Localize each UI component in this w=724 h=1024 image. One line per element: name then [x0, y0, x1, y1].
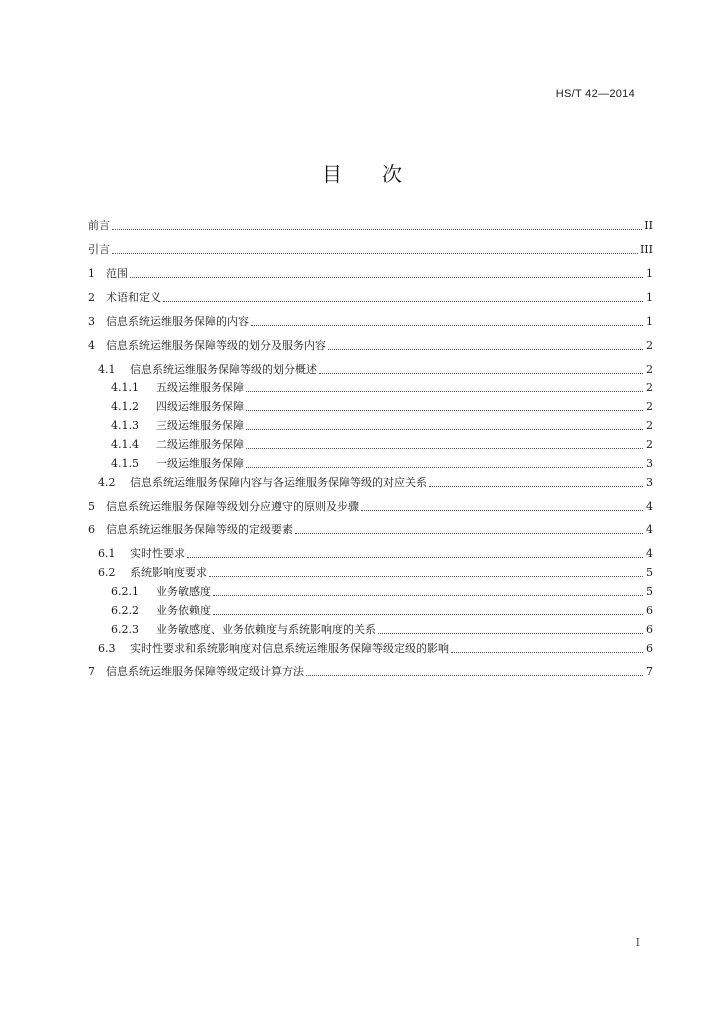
- toc-entry-label: 信息系统运维服务保障等级划分应遵守的原则及步骤: [106, 500, 359, 513]
- toc-entry-number: 6.3: [98, 642, 116, 655]
- toc-entry-number: 6.2.1: [111, 585, 139, 598]
- toc-entry-page: 2: [646, 419, 653, 432]
- toc-entry[interactable]: [111, 456, 653, 472]
- toc-leader-dots: [246, 418, 643, 430]
- toc-leader-dots: [319, 362, 643, 374]
- toc-entry[interactable]: [98, 475, 653, 491]
- toc-entry-number: 6.2.3: [111, 623, 139, 636]
- toc-entry-page: 1: [646, 267, 653, 280]
- toc-entry-label: 一级运维服务保障: [156, 457, 244, 470]
- toc-entry-page: 1: [646, 291, 653, 304]
- toc-entry-label: 系统影响度要求: [130, 566, 207, 579]
- toc-entry-label: 引言: [88, 243, 110, 256]
- toc-leader-dots: [213, 603, 643, 615]
- toc-entry-number: 4.1.4: [111, 438, 139, 451]
- toc-entry-label: 业务敏感度、业务依赖度与系统影响度的关系: [156, 623, 376, 636]
- toc-entry[interactable]: [98, 641, 653, 657]
- toc-entry-number: 4.1.3: [111, 419, 139, 432]
- toc-entry-page: 3: [646, 457, 653, 470]
- toc-entry[interactable]: [88, 664, 653, 680]
- toc-entry-label: 五级运维服务保障: [156, 381, 244, 394]
- toc-leader-dots: [451, 641, 643, 653]
- toc-entry-number: 6.2.2: [111, 604, 139, 617]
- toc-entry-page: 2: [646, 339, 653, 352]
- toc-entry-page: III: [639, 243, 653, 256]
- toc-entry-page: 6: [646, 623, 653, 636]
- toc-entry-number: 6: [88, 523, 95, 536]
- toc-entry-label: 信息系统运维服务保障等级的定级要素: [106, 523, 293, 536]
- toc-entry-page: 5: [646, 585, 653, 598]
- toc-entry-label: 信息系统运维服务保障等级定级计算方法: [106, 665, 304, 678]
- toc-entry-label: 信息系统运维服务保障等级的划分及服务内容: [106, 339, 326, 352]
- toc-entry[interactable]: [98, 546, 653, 562]
- toc-entry[interactable]: [111, 622, 653, 638]
- toc-entry[interactable]: [111, 603, 653, 619]
- toc-entry-number: 4.1.1: [111, 381, 139, 394]
- toc-entry-label: 范围: [106, 267, 128, 280]
- toc-entry-number: 2: [88, 291, 95, 304]
- toc-entry-page: 4: [646, 547, 653, 560]
- toc-entry[interactable]: [111, 584, 653, 600]
- toc-entry-number: 4.1.5: [111, 457, 139, 470]
- footer-page-number: I: [635, 936, 640, 949]
- toc-entry-label: 实时性要求: [130, 547, 185, 560]
- toc-entry-label: 四级运维服务保障: [156, 400, 244, 413]
- toc-leader-dots: [213, 584, 643, 596]
- toc-entry-page: II: [644, 219, 653, 232]
- toc-entry[interactable]: [98, 565, 653, 581]
- toc-entry-number: 4.1.2: [111, 400, 139, 413]
- toc-entry-number: 5: [88, 500, 95, 513]
- toc-entry[interactable]: [88, 242, 653, 258]
- title-char-2: 次: [382, 162, 402, 186]
- toc-entry-page: 6: [646, 604, 653, 617]
- toc-entry-page: 4: [646, 500, 653, 513]
- toc-entry[interactable]: [111, 418, 653, 434]
- toc-entry[interactable]: [88, 522, 653, 538]
- toc-leader-dots: [130, 266, 643, 278]
- toc-entry[interactable]: [88, 218, 653, 234]
- toc-leader-dots: [246, 399, 643, 411]
- toc-entry-label: 业务依赖度: [156, 604, 211, 617]
- toc-entry-label: 三级运维服务保障: [156, 419, 244, 432]
- toc-entry-label: 信息系统运维服务保障内容与各运维服务保障等级的对应关系: [130, 476, 427, 489]
- standard-code: HS/T 42—2014: [555, 88, 635, 100]
- toc-entry-number: 7: [88, 665, 95, 678]
- toc-leader-dots: [246, 437, 643, 449]
- toc-entry-page: 2: [646, 400, 653, 413]
- toc-entry-label: 术语和定义: [106, 291, 161, 304]
- toc-leader-dots: [112, 242, 638, 254]
- title-char-1: 目: [322, 162, 342, 186]
- toc-entry-number: 4: [88, 339, 95, 352]
- toc-leader-dots: [378, 622, 643, 634]
- toc-entry-number: 4.1: [98, 363, 116, 376]
- toc-entry[interactable]: [88, 290, 653, 306]
- toc-leader-dots: [361, 499, 643, 511]
- toc-leader-dots: [112, 218, 642, 230]
- toc-entry-page: 3: [646, 476, 653, 489]
- toc-leader-dots: [429, 475, 643, 487]
- toc-entry-page: 6: [646, 642, 653, 655]
- toc-entry-page: 2: [646, 363, 653, 376]
- toc-entry[interactable]: [111, 437, 653, 453]
- toc-leader-dots: [246, 380, 643, 392]
- toc-entry-page: 7: [646, 665, 653, 678]
- toc-leader-dots: [251, 314, 643, 326]
- toc-leader-dots: [163, 290, 643, 302]
- toc-leader-dots: [246, 456, 643, 468]
- toc-entry[interactable]: [88, 266, 653, 282]
- toc-entry-number: 6.2: [98, 566, 116, 579]
- toc-entry[interactable]: [88, 314, 653, 330]
- toc-entry[interactable]: [111, 399, 653, 415]
- toc-entry-number: 6.1: [98, 547, 116, 560]
- toc-entry-label: 业务敏感度: [156, 585, 211, 598]
- toc-entry-label: 实时性要求和系统影响度对信息系统运维服务保障等级定级的影响: [130, 642, 449, 655]
- toc-entry-label: 信息系统运维服务保障的内容: [106, 315, 249, 328]
- toc-entry[interactable]: [98, 362, 653, 378]
- toc-entry-number: 3: [88, 315, 95, 328]
- toc-entry-page: 5: [646, 566, 653, 579]
- toc-leader-dots: [209, 565, 643, 577]
- toc-leader-dots: [328, 338, 643, 350]
- toc-entry[interactable]: [88, 499, 653, 515]
- toc-entry-page: 2: [646, 438, 653, 451]
- toc-leader-dots: [295, 522, 643, 534]
- toc-leader-dots: [187, 546, 643, 558]
- toc-entry-number: 4.2: [98, 476, 116, 489]
- toc-entry-label: 前言: [88, 219, 110, 232]
- toc-entry-page: 1: [646, 315, 653, 328]
- page-title: [0, 158, 724, 187]
- toc-leader-dots: [306, 664, 643, 676]
- toc-entry-label: 信息系统运维服务保障等级的划分概述: [130, 363, 317, 376]
- toc-entry-label: 二级运维服务保障: [156, 438, 244, 451]
- toc-entry[interactable]: [88, 338, 653, 354]
- toc-entry[interactable]: [111, 380, 653, 396]
- toc-entry-number: 1: [88, 267, 95, 280]
- toc-entry-page: 2: [646, 381, 653, 394]
- toc-entry-page: 4: [646, 523, 653, 536]
